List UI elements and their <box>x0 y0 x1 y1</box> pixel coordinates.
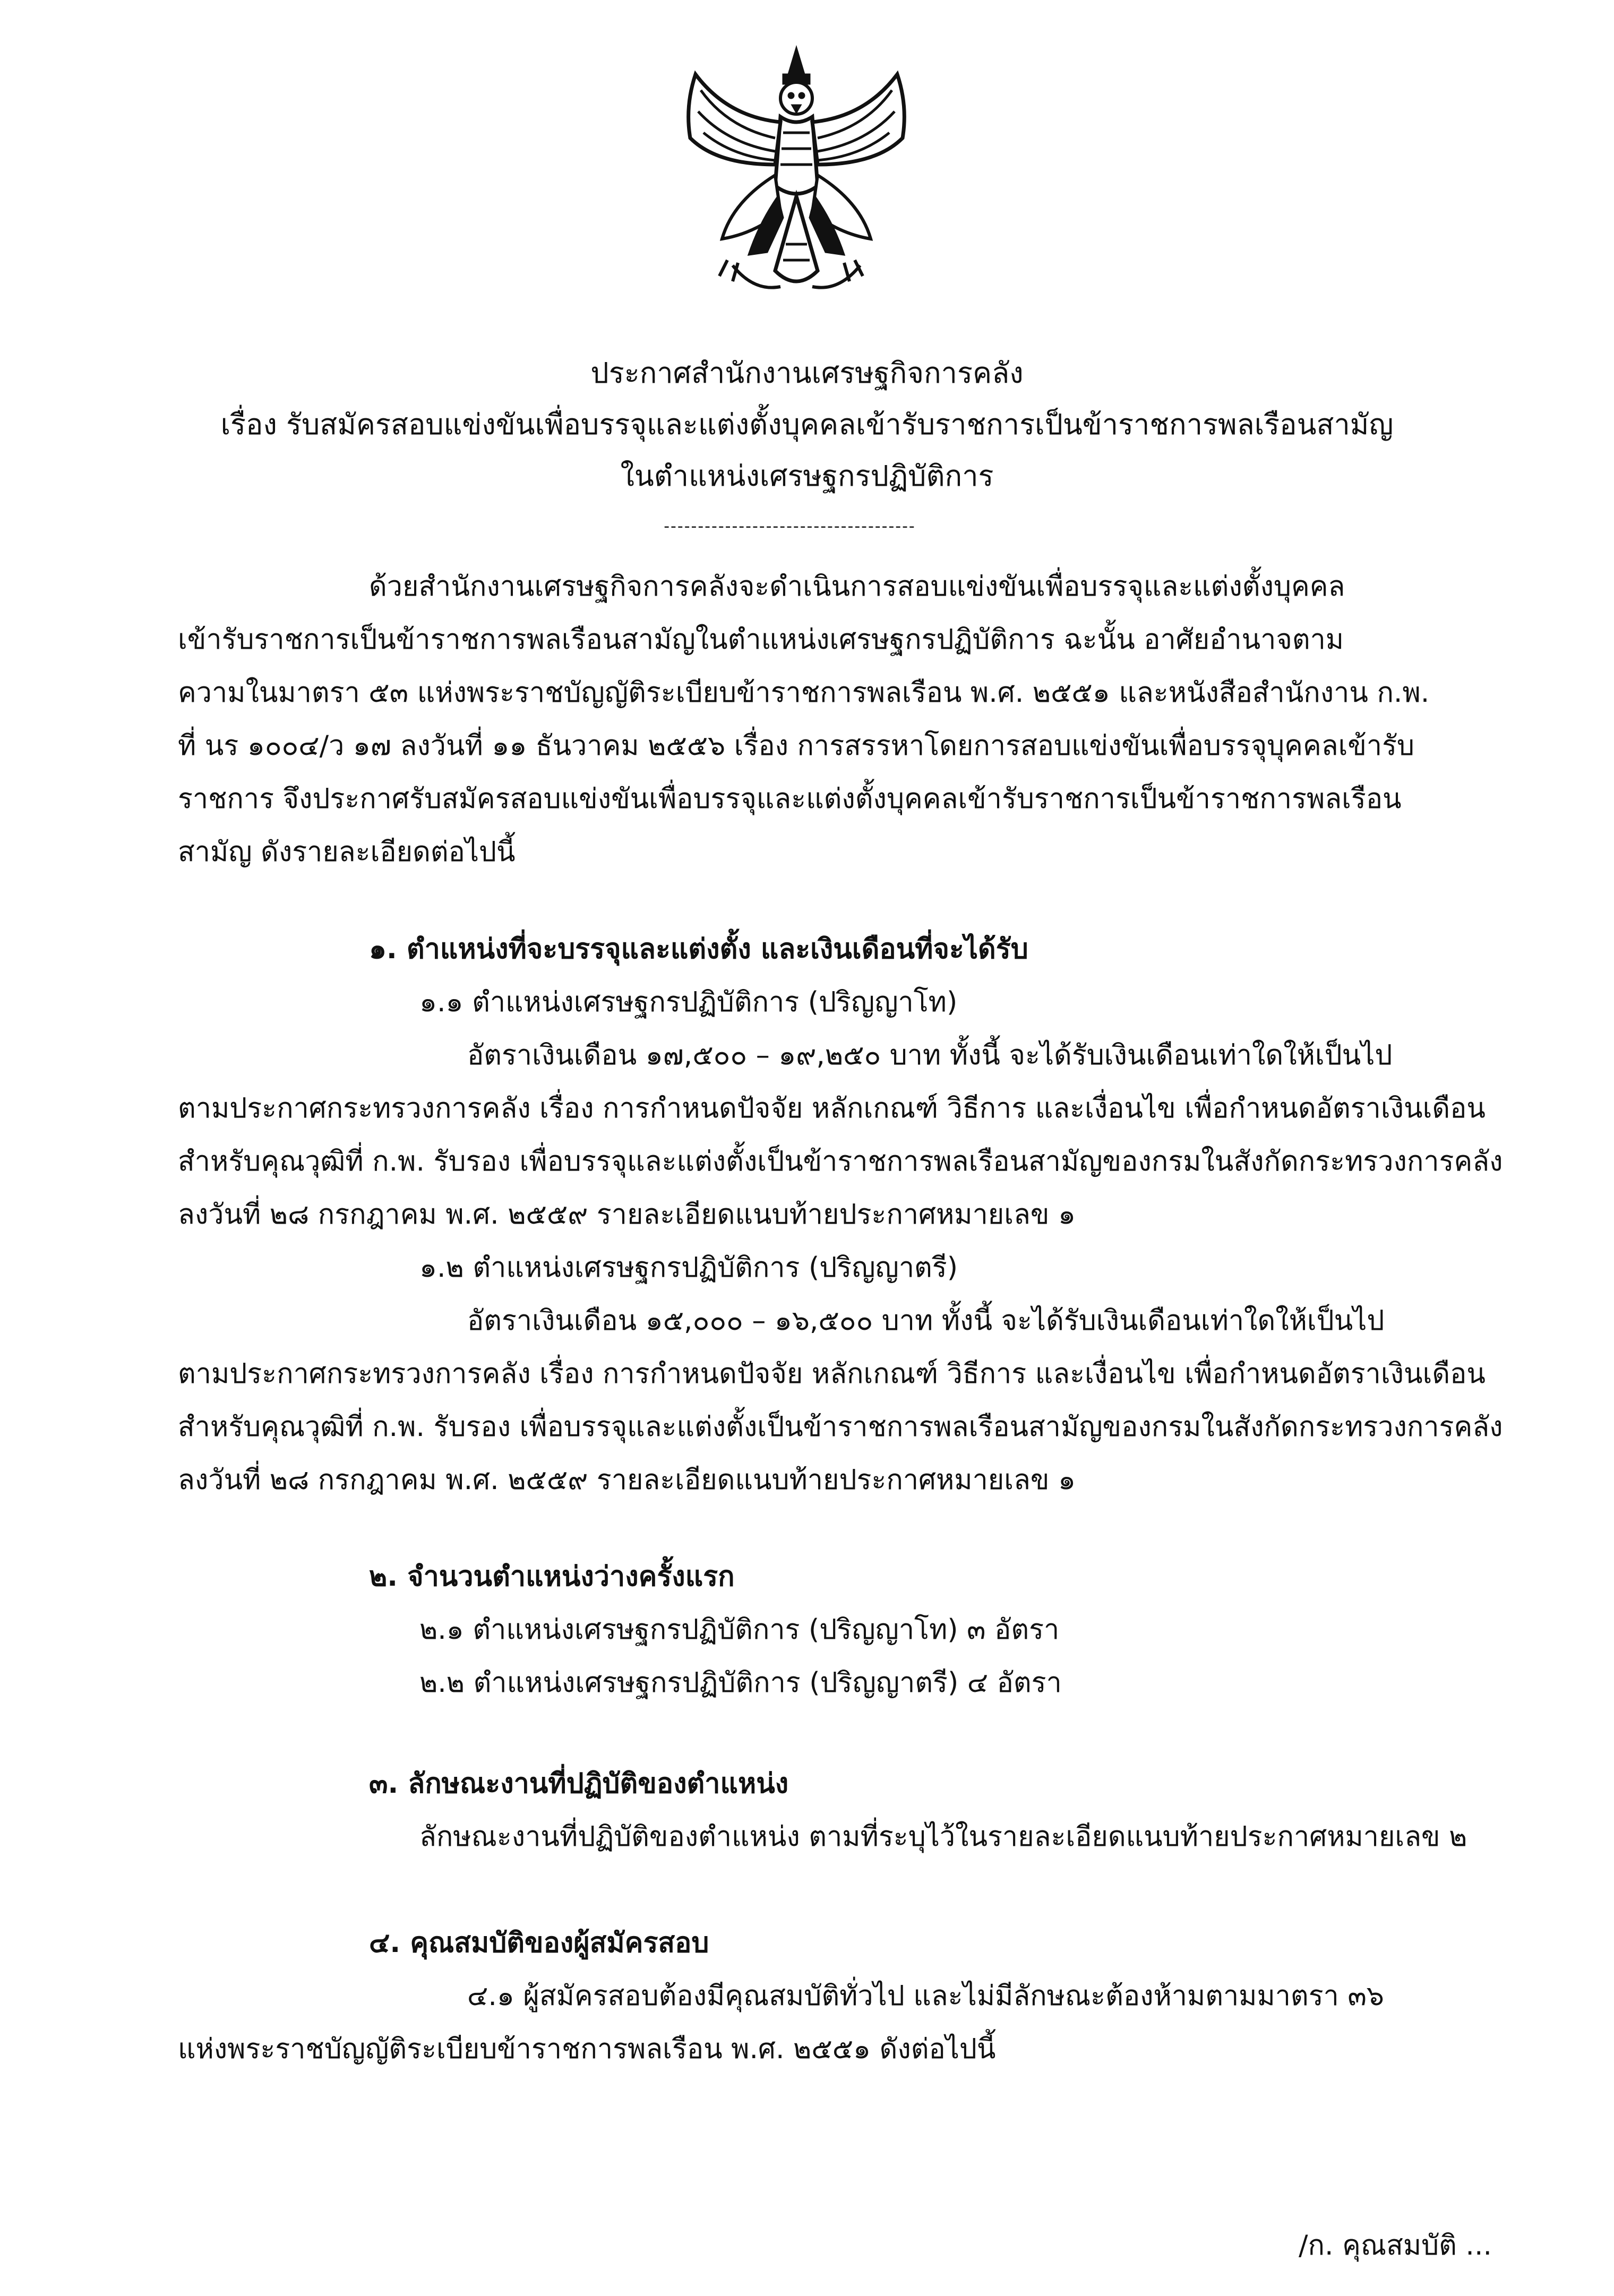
section-1-2-title: ๑.๒ ตำแหน่งเศรษฐกรปฏิบัติการ (ปริญญาตรี) <box>419 1252 958 1284</box>
section-2-item: ๒.๑ ตำแหน่งเศรษฐกรปฏิบัติการ (ปริญญาโท) ๓ อัตรา <box>419 1614 1060 1646</box>
section-1-2-line: อัตราเงินเดือน ๑๕,๐๐๐ – ๑๖,๕๐๐ บาท ทั้งนี้ จะได้รับเงินเดือนเท่าใดให้เป็นไป <box>467 1305 1385 1337</box>
section-2-heading: ๒. จำนวนตำแหน่งว่างครั้งแรก <box>369 1561 735 1593</box>
intro-line: ราชการ จึงประกาศรับสมัครสอบแข่งขันเพื่อบรรจุและแต่งตั้งบุคคลเข้ารับราชการเป็นข้าราชการพลเรือน <box>178 783 1402 815</box>
section-1-2-line: ตามประกาศกระทรวงการคลัง เรื่อง การกำหนดปัจจัย หลักเกณฑ์ วิธีการ และเงื่อนไข เพื่อกำหนดอัตราเงินเดือน <box>178 1358 1486 1390</box>
document-position: ในตำแหน่งเศรษฐกรปฏิบัติการ <box>620 459 994 493</box>
intro-line: เข้ารับราชการเป็นข้าราชการพลเรือนสามัญในตำแหน่งเศรษฐกรปฏิบัติการ ฉะนั้น อาศัยอำนาจตาม <box>178 624 1344 656</box>
section-1 <box>178 923 1505 1507</box>
section-1-2-line: สำหรับคุณวุฒิที่ ก.พ. รับรอง เพื่อบรรจุและแต่งตั้งเป็นข้าราชการพลเรือนสามัญของกรมในสังกัดกระทรวงการคลัง <box>178 1411 1503 1443</box>
intro-paragraph <box>178 560 1505 879</box>
document-title: ประกาศสำนักงานเศรษฐกิจการคลัง <box>590 356 1024 390</box>
section-1-1-line: ตามประกาศกระทรวงการคลัง เรื่อง การกำหนดปัจจัย หลักเกณฑ์ วิธีการ และเงื่อนไข เพื่อกำหนดอัตราเงินเดือน <box>178 1093 1486 1124</box>
section-4-line: ๔.๑ ผู้สมัครสอบต้องมีคุณสมบัติทั่วไป และไม่มีลักษณะต้องห้ามตามมาตรา ๓๖ <box>467 1980 1384 2012</box>
section-4 <box>178 1916 1505 2076</box>
section-2 <box>178 1550 1505 1709</box>
title-divider: ------------------------------------- <box>664 517 916 536</box>
continuation-note: /ก. คุณสมบัติ ... <box>1299 2230 1492 2261</box>
section-2-item: ๒.๒ ตำแหน่งเศรษฐกรปฏิบัติการ (ปริญญาตรี) ๔ อัตรา <box>419 1667 1062 1699</box>
section-1-heading: ๑. ตำแหน่งที่จะบรรจุและแต่งตั้ง และเงินเดือนที่จะได้รับ <box>369 933 1028 965</box>
section-3 <box>178 1757 1505 1863</box>
section-1-1-title: ๑.๑ ตำแหน่งเศรษฐกรปฏิบัติการ (ปริญญาโท) <box>419 986 958 1018</box>
intro-line: ความในมาตรา ๕๓ แห่งพระราชบัญญัติระเบียบข้าราชการพลเรือน พ.ศ. ๒๕๕๑ และหนังสือสำนักงาน ก.พ. <box>178 677 1430 709</box>
intro-line: ด้วยสำนักงานเศรษฐกิจการคลังจะดำเนินการสอบแข่งขันเพื่อบรรจุและแต่งตั้งบุคคล <box>369 571 1345 603</box>
section-1-2-line: ลงวันที่ ๒๘ กรกฎาคม พ.ศ. ๒๕๕๙ รายละเอียดแนบท้ายประกาศหมายเลข ๑ <box>178 1464 1076 1496</box>
section-1-1-line: ลงวันที่ ๒๘ กรกฎาคม พ.ศ. ๒๕๕๙ รายละเอียดแนบท้ายประกาศหมายเลข ๑ <box>178 1199 1076 1231</box>
intro-line: ที่ นร ๑๐๐๔/ว ๑๗ ลงวันที่ ๑๑ ธันวาคม ๒๕๕๖ เรื่อง การสรรหาโดยการสอบแข่งขันเพื่อบรรจุบุคคลเข้ารับ <box>178 730 1415 762</box>
section-3-heading: ๓. ลักษณะงานที่ปฏิบัติของตำแหน่ง <box>369 1768 789 1800</box>
intro-line: สามัญ ดังรายละเอียดต่อไปนี้ <box>178 836 516 868</box>
document-subject: เรื่อง รับสมัครสอบแข่งขันเพื่อบรรจุและแต่งตั้งบุคคลเข้ารับราชการเป็นข้าราชการพลเรือนสามัญ <box>220 408 1394 441</box>
section-1-1-line: อัตราเงินเดือน ๑๗,๕๐๐ – ๑๙,๒๕๐ บาท ทั้งนี้ จะได้รับเงินเดือนเท่าใดให้เป็นไป <box>467 1039 1393 1071</box>
section-1-1-line: สำหรับคุณวุฒิที่ ก.พ. รับรอง เพื่อบรรจุและแต่งตั้งเป็นข้าราชการพลเรือนสามัญของกรมในสังกัดกระทรวงการคลัง <box>178 1146 1503 1177</box>
section-3-text: ลักษณะงานที่ปฏิบัติของตำแหน่ง ตามที่ระบุไว้ในรายละเอียดแนบท้ายประกาศหมายเลข ๒ <box>419 1821 1467 1853</box>
garuda-emblem-icon <box>653 42 940 308</box>
section-4-line: แห่งพระราชบัญญัติระเบียบข้าราชการพลเรือน พ.ศ. ๒๕๕๑ ดังต่อไปนี้ <box>178 2033 996 2065</box>
section-4-heading: ๔. คุณสมบัติของผู้สมัครสอบ <box>369 1927 709 1959</box>
